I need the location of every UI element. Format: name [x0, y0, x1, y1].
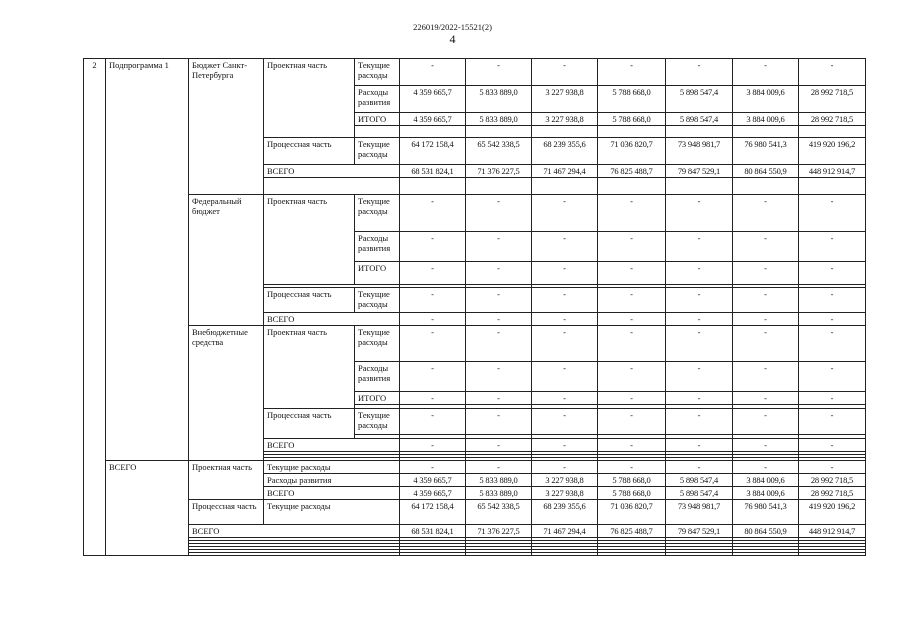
value-cell: - [799, 392, 866, 405]
empty-cell [598, 553, 666, 556]
budget-table [83, 58, 866, 556]
value-cell: - [666, 439, 733, 452]
empty-cell [466, 553, 532, 556]
expense-type: Расходы развития [355, 232, 400, 262]
value-cell: 79 847 529,1 [666, 525, 733, 538]
value-cell: 5 833 889,0 [466, 487, 532, 500]
empty-cell [466, 178, 532, 195]
value-cell: - [666, 59, 733, 86]
value-cell: 64 172 158,4 [400, 500, 466, 525]
spacer-cell [264, 178, 400, 195]
expense-type: Текущие расходы [264, 461, 400, 474]
value-cell: - [733, 313, 799, 326]
value-cell: 76 825 488,7 [598, 525, 666, 538]
value-cell: 5 898 547,4 [666, 86, 733, 113]
value-cell: 4 359 665,7 [400, 487, 466, 500]
part-label: Проектная часть [264, 59, 355, 138]
empty-cell [598, 126, 666, 138]
value-cell: 5 788 668,0 [598, 113, 666, 126]
value-cell: - [666, 362, 733, 392]
value-cell: - [666, 195, 733, 232]
value-cell: - [466, 409, 532, 435]
empty-cell [400, 126, 466, 138]
value-cell: 3 227 938,8 [532, 487, 598, 500]
value-cell: - [532, 362, 598, 392]
value-cell: 3 227 938,8 [532, 474, 598, 487]
value-cell: - [598, 59, 666, 86]
value-cell: 80 864 550,9 [733, 165, 799, 178]
value-cell: 28 992 718,5 [799, 86, 866, 113]
expense-type: Расходы развития [355, 86, 400, 113]
value-cell: - [466, 262, 532, 285]
value-cell: - [400, 262, 466, 285]
value-cell: 65 542 338,5 [466, 500, 532, 525]
value-cell: 5 833 889,0 [466, 113, 532, 126]
value-cell: - [733, 195, 799, 232]
expense-type: Текущие расходы [355, 138, 400, 165]
value-cell: - [598, 392, 666, 405]
expense-type: Расходы развития [264, 474, 400, 487]
expense-type: Текущие расходы [355, 59, 400, 86]
empty-cell [733, 126, 799, 138]
value-cell: 68 239 355,6 [532, 138, 598, 165]
value-cell: - [532, 326, 598, 362]
value-cell: 71 376 227,5 [466, 165, 532, 178]
value-cell: 73 948 981,7 [666, 138, 733, 165]
value-cell: - [733, 362, 799, 392]
value-cell: - [598, 409, 666, 435]
document-number: 226019/2022-15521(2) [413, 22, 492, 32]
part-label: Проектная часть [189, 461, 264, 500]
value-cell: - [799, 439, 866, 452]
value-cell: 3 884 009,6 [733, 86, 799, 113]
value-cell: - [733, 59, 799, 86]
value-cell: 419 920 196,2 [799, 500, 866, 525]
value-cell: 5 788 668,0 [598, 487, 666, 500]
value-cell: - [799, 262, 866, 285]
value-cell: - [598, 439, 666, 452]
table-row [84, 195, 866, 232]
value-cell: - [598, 262, 666, 285]
value-cell: - [666, 288, 733, 313]
value-cell: - [799, 362, 866, 392]
value-cell: - [799, 232, 866, 262]
value-cell: - [799, 461, 866, 474]
value-cell: 76 980 541,3 [733, 500, 799, 525]
part-label: Процессная часть [264, 409, 355, 439]
value-cell: - [466, 195, 532, 232]
value-cell: - [400, 232, 466, 262]
empty-cell [799, 178, 866, 195]
value-cell: - [598, 288, 666, 313]
value-cell: 28 992 718,5 [799, 474, 866, 487]
value-cell: - [733, 392, 799, 405]
itogo-label: ИТОГО [355, 113, 400, 126]
table-row [84, 59, 866, 86]
value-cell: 79 847 529,1 [666, 165, 733, 178]
value-cell: - [733, 326, 799, 362]
value-cell: - [400, 461, 466, 474]
grand-total-label: ВСЕГО [106, 461, 189, 556]
value-cell: 419 920 196,2 [799, 138, 866, 165]
value-cell: 76 825 488,7 [598, 165, 666, 178]
value-cell: - [666, 262, 733, 285]
value-cell: - [799, 288, 866, 313]
value-cell: - [598, 326, 666, 362]
itogo-label: ИТОГО [355, 262, 400, 285]
value-cell: 4 359 665,7 [400, 86, 466, 113]
value-cell: 5 898 547,4 [666, 487, 733, 500]
spacer-cell [355, 126, 400, 138]
expense-type: Расходы развития [355, 362, 400, 392]
source-federal: Федеральный бюджет [189, 195, 264, 326]
value-cell: 71 376 227,5 [466, 525, 532, 538]
value-cell: - [532, 59, 598, 86]
expense-type: Текущие расходы [355, 195, 400, 232]
part-label: Процессная часть [264, 138, 355, 165]
value-cell: - [799, 409, 866, 435]
value-cell: - [733, 409, 799, 435]
empty-cell [666, 178, 733, 195]
value-cell: - [598, 195, 666, 232]
table-row [84, 461, 866, 474]
value-cell: 65 542 338,5 [466, 138, 532, 165]
value-cell: - [733, 232, 799, 262]
value-cell: 28 992 718,5 [799, 113, 866, 126]
value-cell: - [598, 313, 666, 326]
value-cell: 68 531 824,1 [400, 525, 466, 538]
value-cell: - [400, 439, 466, 452]
expense-type: Текущие расходы [355, 326, 400, 362]
table-row [84, 500, 866, 525]
empty-cell [400, 178, 466, 195]
value-cell: - [466, 232, 532, 262]
value-cell: - [466, 288, 532, 313]
value-cell: - [466, 326, 532, 362]
value-cell: - [466, 461, 532, 474]
empty-cell [400, 553, 466, 556]
itogo-label: ИТОГО [355, 392, 400, 405]
empty-cell [666, 126, 733, 138]
table-row [84, 553, 866, 556]
empty-cell [666, 553, 733, 556]
value-cell: - [532, 232, 598, 262]
empty-cell [598, 178, 666, 195]
value-cell: - [400, 409, 466, 435]
value-cell: - [532, 439, 598, 452]
value-cell: 3 884 009,6 [733, 113, 799, 126]
row-number: 2 [84, 59, 106, 556]
value-cell: 3 227 938,8 [532, 113, 598, 126]
value-cell: - [466, 439, 532, 452]
expense-type: Текущие расходы [355, 409, 400, 435]
expense-type: Текущие расходы [355, 288, 400, 313]
page-number: 4 [449, 32, 456, 46]
value-cell: - [598, 232, 666, 262]
value-cell: - [666, 392, 733, 405]
value-cell: 448 912 914,7 [799, 165, 866, 178]
value-cell: - [400, 392, 466, 405]
value-cell: - [733, 288, 799, 313]
value-cell: 73 948 981,7 [666, 500, 733, 525]
value-cell: - [666, 313, 733, 326]
empty-cell [532, 178, 598, 195]
empty-cell [466, 126, 532, 138]
value-cell: - [532, 409, 598, 435]
vsego-label: ВСЕГО [264, 439, 400, 452]
value-cell: 71 467 294,4 [532, 165, 598, 178]
source-offbudget: Внебюджетные средства [189, 326, 264, 461]
value-cell: - [532, 313, 598, 326]
value-cell: - [666, 326, 733, 362]
value-cell: 71 467 294,4 [532, 525, 598, 538]
spacer-cell [189, 553, 400, 556]
value-cell: - [666, 461, 733, 474]
empty-cell [532, 126, 598, 138]
vsego-label: ВСЕГО [264, 165, 400, 178]
value-cell: 5 788 668,0 [598, 474, 666, 487]
value-cell: - [466, 392, 532, 405]
value-cell: - [733, 461, 799, 474]
value-cell: 5 833 889,0 [466, 474, 532, 487]
source-budget-spb: Бюджет Санкт-Петербурга [189, 59, 264, 195]
value-cell: - [400, 313, 466, 326]
part-label: Проектная часть [264, 195, 355, 285]
value-cell: - [799, 313, 866, 326]
value-cell: 76 980 541,3 [733, 138, 799, 165]
value-cell: - [532, 288, 598, 313]
value-cell: - [466, 59, 532, 86]
part-label: Процессная часть [189, 500, 264, 525]
empty-cell [733, 553, 799, 556]
value-cell: 68 531 824,1 [400, 165, 466, 178]
value-cell: 71 036 820,7 [598, 138, 666, 165]
value-cell: 4 359 665,7 [400, 113, 466, 126]
value-cell: - [666, 409, 733, 435]
value-cell: 5 833 889,0 [466, 86, 532, 113]
value-cell: - [598, 362, 666, 392]
value-cell: 3 884 009,6 [733, 474, 799, 487]
value-cell: - [532, 392, 598, 405]
value-cell: 64 172 158,4 [400, 138, 466, 165]
expense-type: Текущие расходы [264, 500, 400, 525]
table-row [84, 326, 866, 362]
value-cell: - [400, 288, 466, 313]
value-cell: 4 359 665,7 [400, 474, 466, 487]
table-row [84, 525, 866, 538]
part-label: Процессная часть [264, 288, 355, 313]
value-cell: 80 864 550,9 [733, 525, 799, 538]
value-cell: - [799, 59, 866, 86]
value-cell: 68 239 355,6 [532, 500, 598, 525]
value-cell: 3 884 009,6 [733, 487, 799, 500]
value-cell: - [400, 362, 466, 392]
part-label: Проектная часть [264, 326, 355, 409]
value-cell: - [733, 439, 799, 452]
value-cell: 5 898 547,4 [666, 474, 733, 487]
value-cell: - [400, 326, 466, 362]
value-cell: - [799, 326, 866, 362]
vsego-label: ВСЕГО [264, 313, 400, 326]
value-cell: 3 227 938,8 [532, 86, 598, 113]
empty-cell [532, 553, 598, 556]
value-cell: - [532, 195, 598, 232]
empty-cell [733, 178, 799, 195]
value-cell: - [466, 362, 532, 392]
empty-cell [799, 553, 866, 556]
empty-cell [799, 126, 866, 138]
value-cell: 448 912 914,7 [799, 525, 866, 538]
value-cell: 5 898 547,4 [666, 113, 733, 126]
value-cell: - [799, 195, 866, 232]
vsego-label: ВСЕГО [189, 525, 400, 538]
value-cell: 71 036 820,7 [598, 500, 666, 525]
value-cell: - [400, 59, 466, 86]
value-cell: - [598, 461, 666, 474]
subprogram-name: Подпрограмма 1 [106, 59, 189, 461]
value-cell: - [400, 195, 466, 232]
value-cell: - [666, 232, 733, 262]
value-cell: - [466, 313, 532, 326]
value-cell: 5 788 668,0 [598, 86, 666, 113]
value-cell: - [532, 262, 598, 285]
vsego-label: ВСЕГО [264, 487, 400, 500]
value-cell: - [532, 461, 598, 474]
value-cell: - [733, 262, 799, 285]
value-cell: 28 992 718,5 [799, 487, 866, 500]
